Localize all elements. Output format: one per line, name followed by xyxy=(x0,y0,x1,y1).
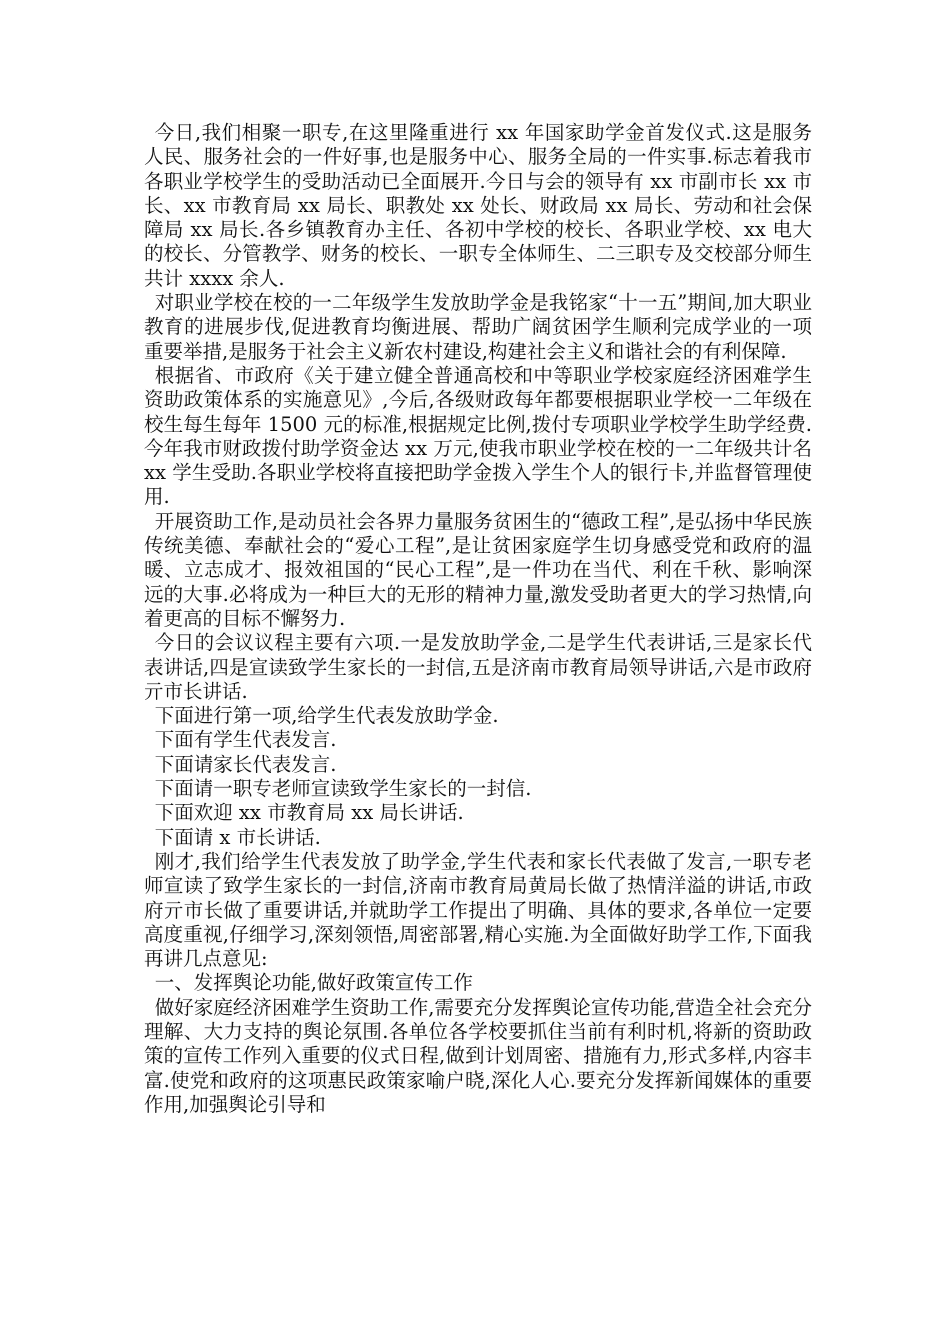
section-heading-1: 一、发挥舆论功能,做好政策宣传工作 xyxy=(154,971,473,995)
agenda-item-5: 下面欢迎 xx 市教育局 xx 局长讲话. xyxy=(154,801,464,825)
paragraph-opening: 今日,我们相聚一职专,在这里隆重进行 xx 年国家助学金首发仪式.这是服务人民、服务社会的一件好事,也是服务中心、服务全局的一件实事.标志着我市各职业学校学生的受助活动已全面展开.今日与会的领导有 xx 市副市长 xx 市长、xx 市教育局 xx 局长、职教处 xx 处长、财政局 xx 局长、劳动和社会保障局 xx 局长.各乡镇教育办主任、各初中学校的校长、各职业学校、xx 电大的校长、分管教学、财务的校长、一职专全体师生、二三职专及交校部分师生共计 xxxx 余人. xyxy=(144,121,812,290)
agenda-item-4: 下面请一职专老师宣读致学生家长的一封信. xyxy=(154,777,532,801)
document-body xyxy=(144,121,812,1117)
paragraph-policy: 根据省、市政府《关于建立健全普通高校和中等职业学校家庭经济困难学生资助政策体系的实施意见》,今后,各级财政每年都要根据职业学校一二年级在校生每生每年 1500 元的标准,根据规定比例,拨付专项职业学校学生助学经费.今年我市财政拨付助学资金达 xx 万元,使我市职业学校在校的一二年级共计名 xx 学生受助.各职业学校将直接把助学金拨入学生个人的银行卡,并监督管理使用. xyxy=(144,363,812,509)
agenda-item-6: 下面请 x 市长讲话. xyxy=(154,825,321,849)
paragraph-summary: 刚才,我们给学生代表发放了助学金,学生代表和家长代表做了发言,一职专老师宣读了致学生家长的一封信,济南市教育局黄局长做了热情洋溢的讲话,市政府亓市长做了重要讲话,并就助学工作提出了明确、具体的要求,各单位一定要高度重视,仔细学习,深刻领悟,周密部署,精心实施.为全面做好助学工作,下面我再讲几点意见: xyxy=(144,849,812,971)
agenda-item-2: 下面有学生代表发言. xyxy=(154,728,337,752)
paragraph-projects: 开展资助工作,是动员社会各界力量服务贫困生的“德政工程”,是弘扬中华民族传统美德、奉献社会的“爱心工程”,是让贫困家庭学生切身感受党和政府的温暖、立志成才、报效祖国的“民心工程”,是一件功在当代、利在千秋、影响深远的大事.必将成为一种巨大的无形的精神力量,激发受助者更大的学习热情,向着更高的目标不懈努力. xyxy=(144,509,812,630)
agenda-item-3: 下面请家长代表发言. xyxy=(154,752,337,776)
paragraph-significance: 对职业学校在校的一二年级学生发放助学金是我铭家“十一五”期间,加大职业教育的进展步伐,促进教育均衡进展、帮助广阔贫困学生顺利完成学业的一项重要举措,是服务于社会主义新农村建设,构建社会主义和谐社会的有利保障. xyxy=(144,291,812,363)
agenda-item-1: 下面进行第一项,给学生代表发放助学金. xyxy=(154,704,499,728)
paragraph-publicity: 做好家庭经济困难学生资助工作,需要充分发挥舆论宣传功能,营造全社会充分理解、大力支持的舆论氛围.各单位各学校要抓住当前有利时机,将新的资助政策的宣传工作列入重要的仪式日程,做到计划周密、措施有力,形式多样,内容丰富.使党和政府的这项惠民政策家喻户晓,深化人心.要充分发挥新闻媒体的重要作用,加强舆论引导和 xyxy=(144,995,812,1116)
paragraph-agenda: 今日的会议议程主要有六项.一是发放助学金,二是学生代表讲话,三是家长代表讲话,四是宣读致学生家长的一封信,五是济南市教育局领导讲话,六是市政府亓市长讲话. xyxy=(144,631,812,703)
